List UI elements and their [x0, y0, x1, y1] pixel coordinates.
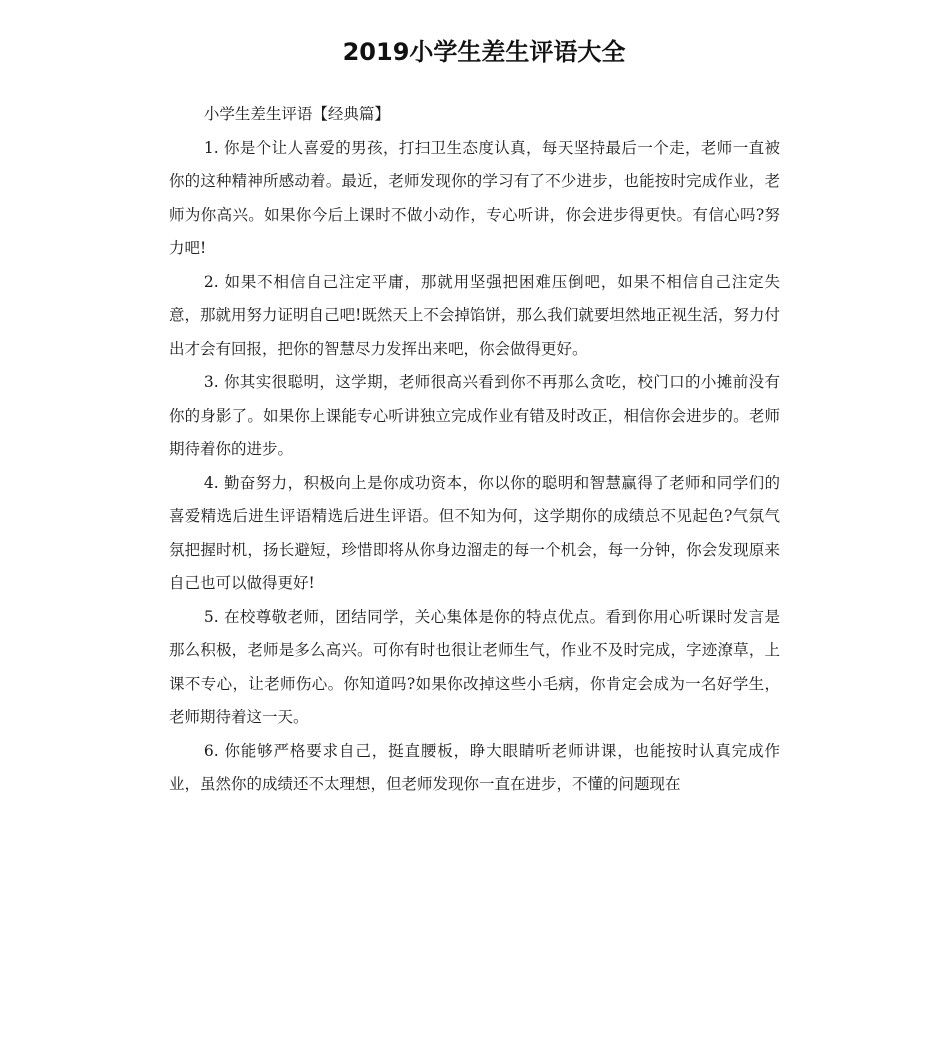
document-title: 2019小学生差生评语大全 [342, 38, 626, 66]
document-body [169, 98, 780, 802]
comment-paragraph-3: 3. 你其实很聪明，这学期，老师很高兴看到你不再那么贪吃，校门口的小摊前没有你的身影了。如果你上课能专心听讲独立完成作业有错及时改正，相信你会进步的。老师期待着你的进步。 [169, 373, 780, 458]
comment-paragraph-4: 4. 勤奋努力，积极向上是你成功资本，你以你的聪明和智慧赢得了老师和同学们的喜爱精选后进生评语精选后进生评语。但不知为何，这学期你的成绩总不见起色?气氛气氛把握时机，扬长避短，珍惜即将从你身边溜走的每一个机会，每一分钟，你会发现原来自己也可以做得更好! [169, 473, 780, 592]
section-heading: 小学生差生评语【经典篇】 [203, 105, 390, 123]
comment-paragraph-2: 2. 如果不相信自己注定平庸，那就用坚强把困难压倒吧，如果不相信自己注定失意，那就用努力证明自己吧!既然天上不会掉馅饼，那么我们就要坦然地正视生活，努力付出才会有回报，把你的智慧尽力发挥出来吧，你会做得更好。 [169, 272, 780, 358]
comment-paragraph-1: 1. 你是个让人喜爱的男孩，打扫卫生态度认真，每天坚持最后一个走，老师一直被你的这种精神所感动着。最近，老师发现你的学习有了不少进步，也能按时完成作业，老师为你高兴。如果你今后上课时不做小动作，专心听讲，你会进步得更快。有信心吗?努力吧! [169, 138, 780, 257]
comment-paragraph-5: 5. 在校尊敬老师，团结同学，关心集体是你的特点优点。看到你用心听课时发言是那么积极，老师是多么高兴。可你有时也很让老师生气，作业不及时完成，字迹潦草，上课不专心，让老师伤心。你知道吗?如果你改掉这些小毛病，你肯定会成为一名好学生，老师期待着这一天。 [169, 607, 780, 726]
comment-paragraph-6: 6. 你能够严格要求自己，挺直腰板，睁大眼睛听老师讲课，也能按时认真完成作业，虽然你的成绩还不太理想，但老师发现你一直在进步，不懂的问题现在 [169, 741, 780, 793]
